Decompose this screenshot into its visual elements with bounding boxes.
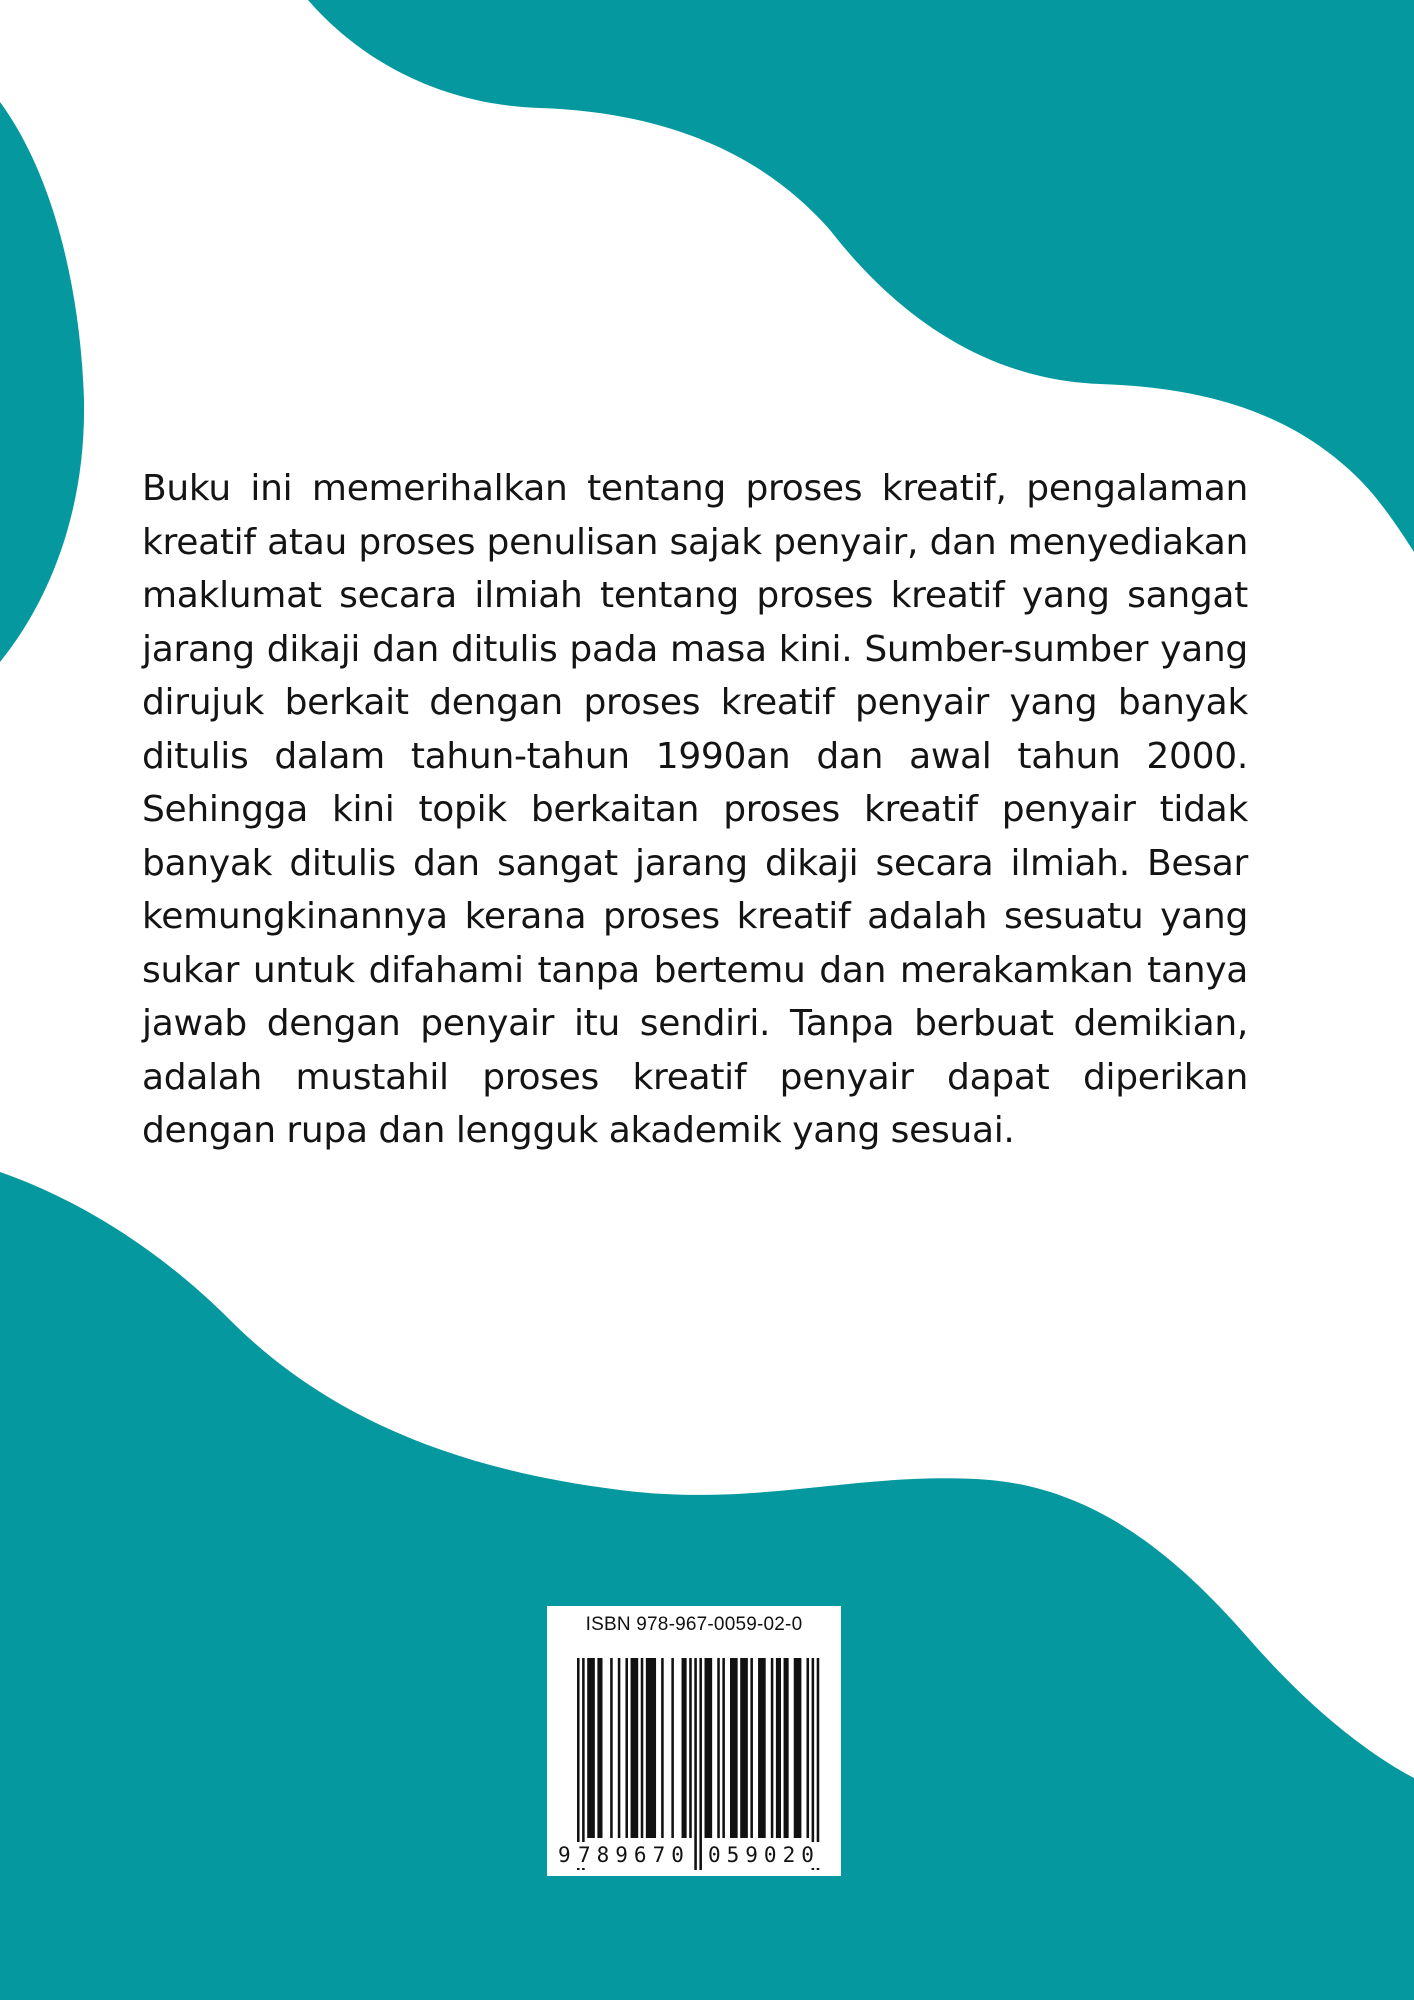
barcode-bar (597, 1658, 602, 1838)
barcode-bar (625, 1658, 628, 1838)
barcode-bar (758, 1658, 766, 1838)
barcode-digits (559, 1842, 831, 1870)
isbn-label: ISBN 978-967-0059-02-0 (585, 1614, 803, 1635)
barcode-bar (730, 1658, 738, 1838)
barcode-bar (631, 1658, 639, 1838)
barcode-bar (717, 1658, 720, 1838)
barcode-bar (577, 1658, 580, 1870)
isbn-barcode (547, 1606, 841, 1876)
barcode-bar (794, 1658, 802, 1838)
barcode-bar (646, 1658, 656, 1838)
barcode-bar (671, 1658, 674, 1838)
barcode-bar (641, 1658, 644, 1838)
barcode-bar (750, 1658, 753, 1838)
barcode-bar (661, 1658, 664, 1838)
barcode-bar (694, 1658, 697, 1870)
barcode-bar (682, 1658, 687, 1838)
barcode-bar (699, 1658, 702, 1870)
barcode-bar (722, 1658, 725, 1838)
barcode-bar (582, 1658, 585, 1870)
barcode-bars (547, 1606, 841, 1876)
barcode-bar (610, 1658, 613, 1838)
barcode-bar (771, 1658, 774, 1838)
barcode-bar (587, 1658, 595, 1838)
barcode-right-group: 059020 (708, 1843, 820, 1867)
barcode-bar (807, 1658, 810, 1838)
barcode-bar (784, 1658, 789, 1838)
barcode-bar (817, 1658, 820, 1870)
blurb-paragraph: Buku ini memerihalkan tentang proses kreatif, pengalaman kreatif atau proses penulisan sajak penyair, dan menyediakan maklumat secara ilmiah tentang proses kreatif yang sangat jarang dikaji dan ditulis pada masa kini. Sumber-sumber yang dirujuk berkait dengan proses kreatif penyair yang banyak ditulis dalam tahun-tahun 1990an dan awal tahun 2000. Sehingga kini topik berkaitan proses kreatif penyair tidak banyak ditulis dan sangat jarang dikaji secara ilmiah. Besar kemungkinannya kerana proses kreatif adalah sesuatu yang sukar untuk difahami tanpa bertemu dan merakamkan tanya jawab dengan penyair itu sendiri. Tanpa berbuat demikian, adalah mustahil proses kreatif penyair dapat diperikan dengan rupa dan lengguk akademik yang sesuai. (142, 468, 1248, 1151)
barcode-bar (618, 1658, 621, 1838)
barcode-bar (689, 1658, 692, 1838)
barcode-first-digit: 9 (558, 1843, 571, 1867)
barcode-bar (776, 1658, 781, 1838)
barcode-left-group: 789670 (578, 1843, 690, 1867)
barcode-bar (740, 1658, 748, 1838)
barcode-bar (705, 1658, 713, 1838)
barcode-bar (812, 1658, 815, 1870)
left-blob (0, 102, 84, 662)
